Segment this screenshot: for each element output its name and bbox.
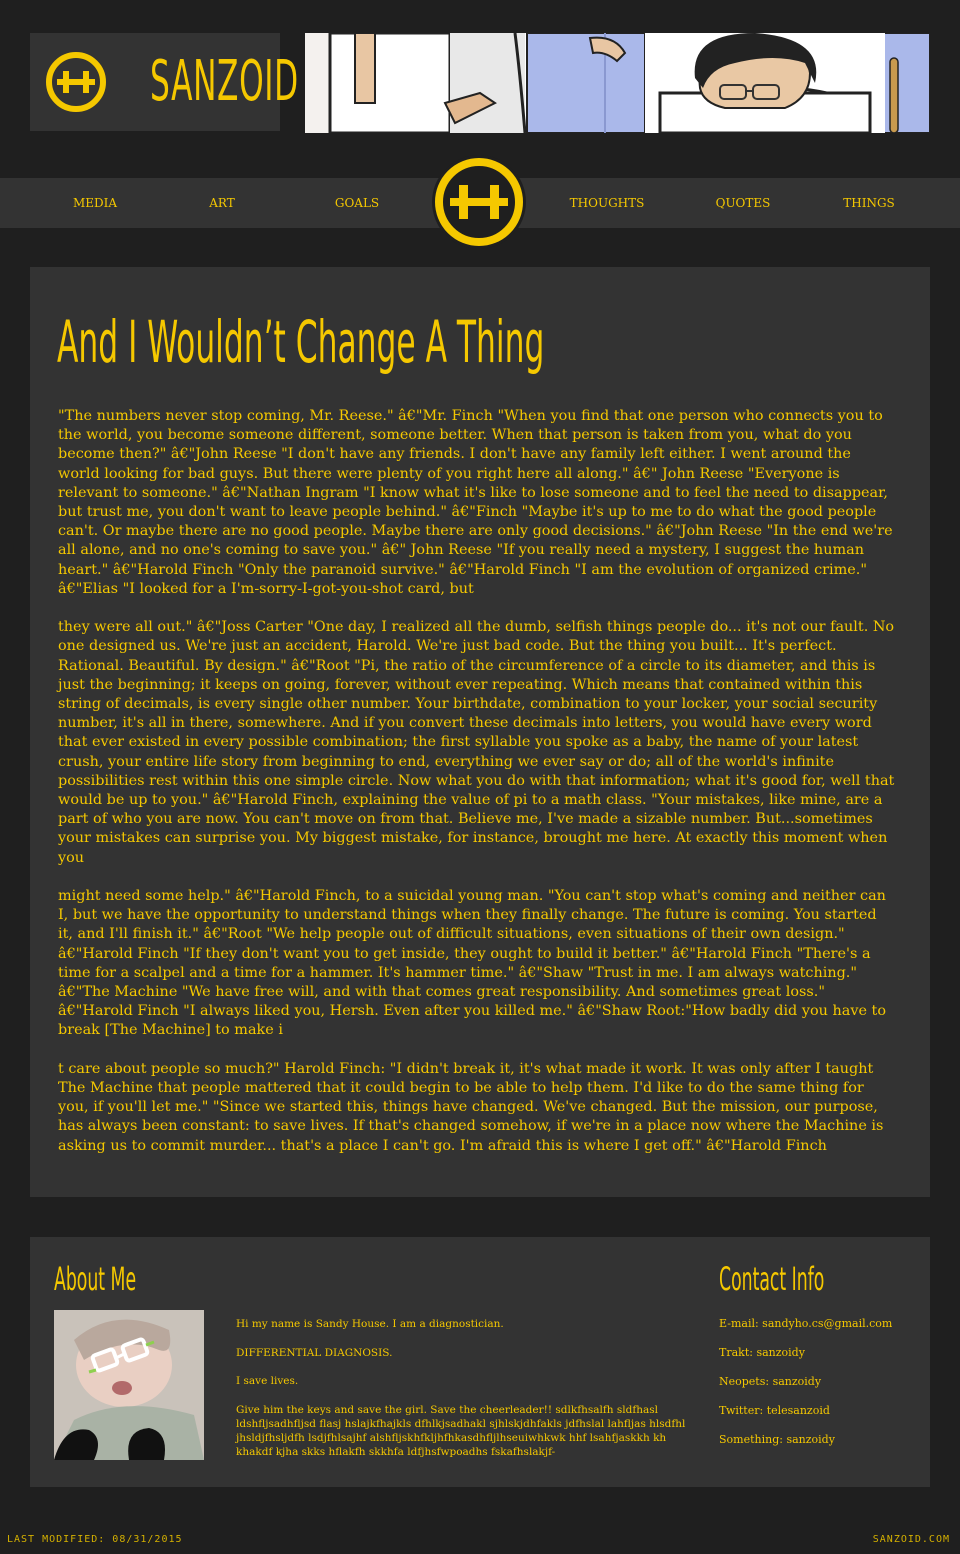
article-paragraph: "The numbers never stop coming, Mr. Reese." â€"Mr. Finch "When you find that one person who connects you to the world, you become someone different, someone better. When that person is taken from you, what do you become then?" â€"John Reese "I don't have any friends. I don't have any family left either. I went around the world looking for bad guys. But there were plenty of you right here all along." â€" John Reese "Everyone is relevant to someone." â€"Nathan Ingram "I know what it's like to lose someone and to feel the need to disappear, but trust me, you don't want to leave people behind." â€"Finch "Maybe it's up to me to do what the good people can't. Or maybe there are no good people. Maybe there are only good decisions." â€"John Reese "In the end we're all alone, and no one's coming to save you." â€" John Reese "If you really need a mystery, I suggest the human heart." â€"Harold Finch "Only the paranoid survive." â€"Harold Finch "I am the evolution of organized crime." â€"Elias "I looked for a I'm-sorry-I-got-you-shot card, but (58, 408, 893, 597)
about-line: I save lives. (236, 1375, 299, 1387)
sanzoid-logo-icon (432, 155, 526, 249)
contact-trakt[interactable]: Trakt: sanzoidy (719, 1346, 805, 1359)
site-name: SANZOID (150, 49, 299, 114)
nav-item-goals[interactable]: GOALS (334, 196, 380, 210)
header-banner-image (305, 33, 930, 133)
site-link[interactable]: SANZOID.COM (872, 1534, 950, 1545)
nav-item-things[interactable]: THINGS (843, 196, 895, 210)
contact-neopets[interactable]: Neopets: sanzoidy (719, 1375, 822, 1388)
contact-something[interactable]: Something: sanzoidy (719, 1433, 835, 1446)
about-line: Hi my name is Sandy House. I am a diagnostician. (236, 1318, 504, 1330)
article-body (58, 407, 896, 1175)
article-paragraph: they were all out." â€"Joss Carter "One day, I realized all the dumb, selfish things people do... it's not our fault. No one designed us. We're just an accident, Harold. We're just bad code. But the thing you built... It's perfect. Rational. Beautiful. By design." â€"Root "Pi, the ratio of the circumference of a circle to its diameter, and this is just the beginning; it keeps on going, forever, without ever repeating. Which means that contained within this string of decimals, is every single other number. Your birthdate, combination to your locker, your social security number, it's all in there, somewhere. And if you convert these decimals into letters, you would have every word that ever existed in every possible combination; the first syllable you spoke as a baby, the name of your latest crush, your entire life story from beginning to end, everything we ever say or do; all of the world's infinite possibilities rest within this one simple circle. Now what you do with that information; what it's good for, well that would be up to you." â€"Harold Finch, explaining the value of pi to a math class. "Your mistakes, like mine, are a part of who you are now. You can't move on from that. Believe me, I've made a sizable number. But...sometimes your mistakes can surprise you. My biggest mistake, for instance, brought me here. At exactly this moment when you (58, 619, 895, 866)
nav-home-logo[interactable] (432, 155, 526, 249)
nav-item-quotes[interactable]: QUOTES (715, 196, 771, 210)
about-me-heading: About Me (54, 1260, 137, 1298)
sanzoid-logo-icon (45, 51, 107, 113)
banner-illustration (305, 33, 930, 133)
about-me-text (236, 1317, 691, 1473)
last-modified: LAST MODIFIED: 08/31/2015 (7, 1534, 183, 1545)
nav-item-thoughts[interactable]: THOUGHTS (569, 196, 645, 210)
avatar-baby-photo (54, 1310, 204, 1460)
nav-item-art[interactable]: ART (209, 196, 235, 210)
article-paragraph: might need some help." â€"Harold Finch, to a suicidal young man. "You can't stop what's coming and neither can I, but we have the opportunity to understand things when they finally change. The future is coming. You started it, and I'll finish it." â€"Root "We help people out of difficult situations, even situations of their own design." â€"Harold Finch "If they don't want you to get inside, they ought to build it better." â€"Harold Finch "There's a time for a scalpel and a time for a hammer. It's hammer time." â€"Shaw "Trust in me. I am always watching." â€"The Machine "We have free will, and with that comes great responsibility. And sometimes great loss." â€"Harold Finch "I always liked you, Hersh. Even after you killed me." â€"Shaw Root:"How badly did you have to break [The Machine] to make i (58, 888, 886, 1039)
article-title: And I Wouldn’t Change A Thing (57, 308, 545, 376)
site-logo[interactable] (30, 33, 299, 131)
about-panel (30, 1237, 930, 1487)
contact-email[interactable]: E-mail: sandyho.cs@gmail.com (719, 1317, 893, 1330)
about-line: Give him the keys and save the girl. Save the cheerleader!! sdlkfhsalfh sldfhasl ldshfljsadhfljsd flasj hslajkfhajkls dfhlkjsadhakl sjhlskjdhfakls jdfhslal lahfljas hlsdfhl jhsldjfhsljdfh lsdjfhlsajhf alshfljskhfkljhfhkasdhfljlhseuiwhkwk hhf lsahfjaskkh kh khakdf kjha skks hflakfh skkhfa ldfjhsfwpoadhs fskafhslakjf- (236, 1403, 686, 1458)
avatar (54, 1310, 204, 1460)
article-paragraph: t care about people so much?" Harold Finch: "I didn't break it, it's what made it work. It was only after I taught The Machine that people mattered that it could begin to be able to help them. I'd like to do the same thing for you, if you'll let me." "Since we started this, things have changed. We've changed. But the mission, our purpose, has always been constant: to save lives. If that's changed somehow, if we're in a place now where the Machine is asking us to commit murder... that's a place I can't go. I'm afraid this is where I get off." â€"Harold Finch (58, 1060, 884, 1154)
contact-info-heading: Contact Info (719, 1260, 825, 1298)
contact-twitter[interactable]: Twitter: telesanzoid (719, 1404, 830, 1417)
contact-list (719, 1317, 919, 1462)
nav-item-media[interactable]: MEDIA (72, 196, 118, 210)
article-panel (30, 267, 930, 1197)
about-line: DIFFERENTIAL DIAGNOSIS. (236, 1346, 393, 1359)
